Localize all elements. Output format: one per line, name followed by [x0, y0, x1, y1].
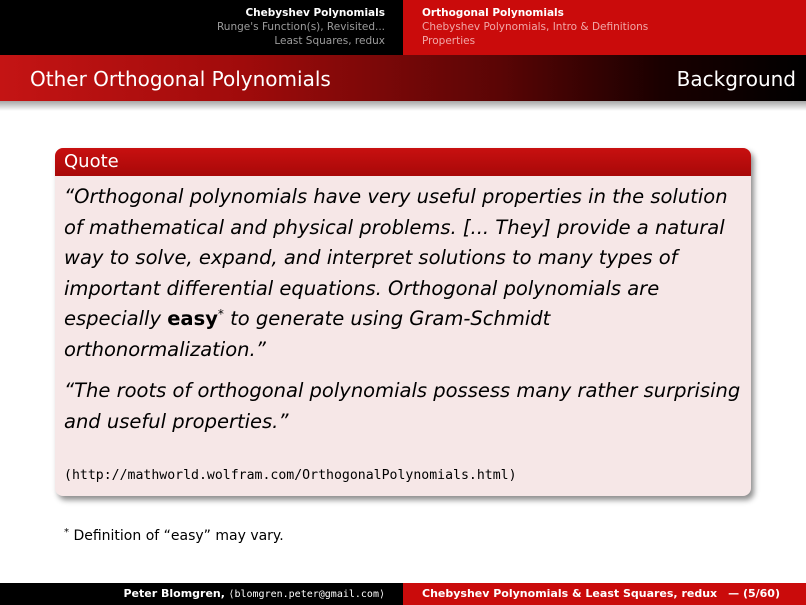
footnote-mark: * [64, 527, 69, 538]
footer-title: Chebyshev Polynomials & Least Squares, redux [422, 587, 718, 600]
nav-section-least-squares[interactable]: Least Squares, redux [274, 35, 385, 47]
section-title: Background [676, 67, 796, 91]
source-url: (http://mathworld.wolfram.com/OrthogonalPolynomials.html) [64, 468, 517, 483]
footer [0, 583, 806, 605]
quote1-bold-word: easy [167, 307, 218, 330]
quote-block-title: Quote [55, 148, 751, 176]
footer-author: Peter Blomgren, [123, 587, 225, 600]
title-shadow [0, 101, 806, 111]
footnote [64, 528, 284, 544]
top-navigation [0, 0, 806, 55]
quote1-text-end: to generate using Gram-Schmidt orthonormalization.” [64, 307, 551, 361]
footnote-text: Definition of “easy” may vary. [69, 528, 284, 544]
frame-title-bar [0, 55, 806, 101]
nav-section-chebyshev[interactable]: Chebyshev Polynomials [245, 7, 385, 19]
quote-block [55, 148, 751, 496]
footer-title-area [403, 583, 806, 605]
nav-section-runge[interactable]: Runge's Function(s), Revisited... [216, 21, 385, 33]
quote-paragraph-2: “The roots of orthogonal polynomials possess many rather surprising and useful properties.” [64, 379, 741, 433]
nav-subsection-orthogonal[interactable]: Orthogonal Polynomials [422, 7, 564, 19]
quote-paragraph-1 [64, 182, 742, 365]
nav-subsection-intro[interactable]: Chebyshev Polynomials, Intro & Definitions [422, 21, 649, 33]
nav-subsections [403, 0, 806, 55]
page-counter: — (5/60) [728, 587, 780, 600]
nav-sections [0, 0, 403, 55]
footer-email: ⟨blomgren.peter@gmail.com⟩ [228, 589, 385, 600]
frame-title: Other Orthogonal Polynomials [30, 67, 331, 91]
quote1-footnote-mark: * [217, 307, 224, 321]
footer-author-area [0, 583, 403, 605]
quote1-text-start: “Orthogonal polynomials have very useful properties in the solution of mathematical and physical problems. [... They] provide a natural way to solve, expand, and interpret solutions to many types of important differential equations. Orthogonal polynomials are especially [64, 185, 728, 330]
quote-block-body [55, 176, 751, 483]
nav-subsection-properties[interactable]: Properties [422, 35, 476, 47]
